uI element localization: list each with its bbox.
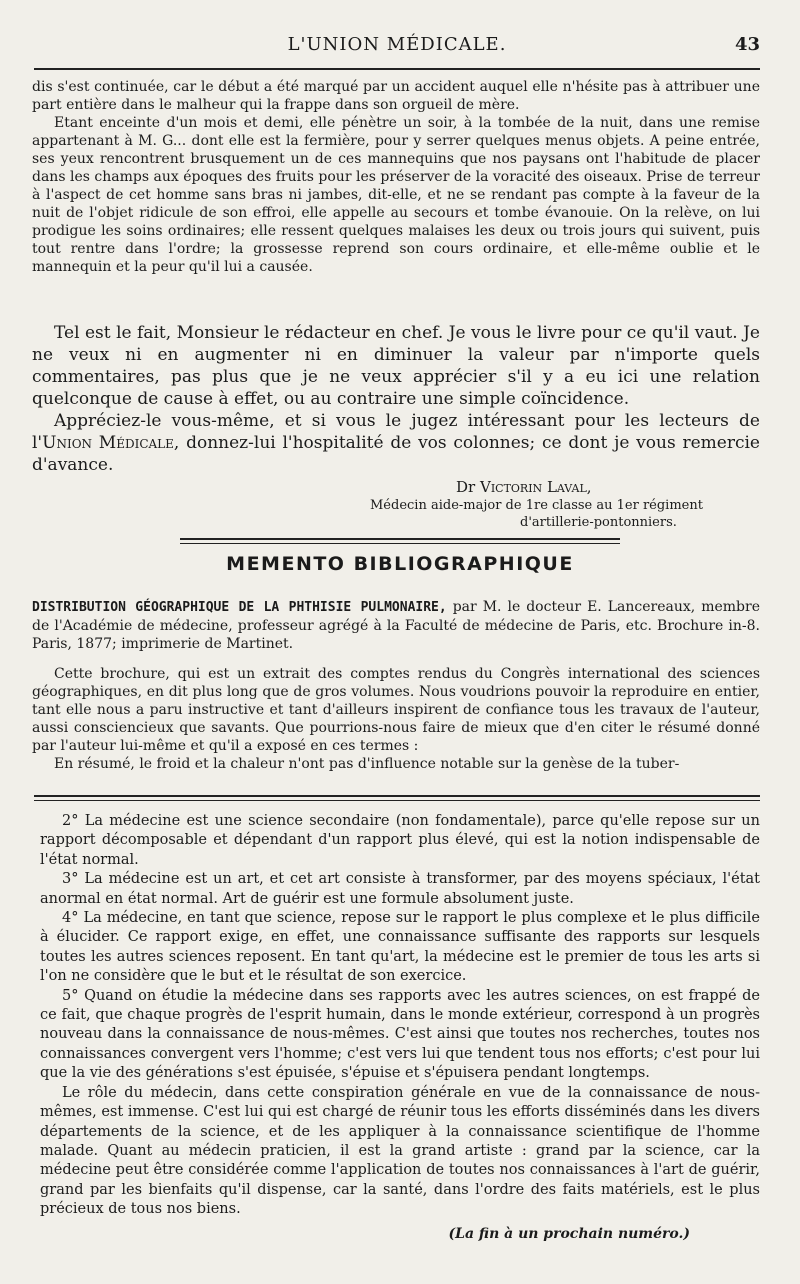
paragraph: Cette brochure, qui est un extrait des comptes rendus du Congrès international des sciences géographiques, en dit plus long que de gros volumes. Nous voudrions pouvoir la reproduire en entier, tant elle nous a paru instructive et tant d'ailleurs inspirent de confiance tous les travaux de l'auteur, aussi consciencieux que savants. Que pourrions-nous faire de mieux que d'en citer le résumé donné par l'auteur lui-même et qu'il a exposé en ces termes : [32, 666, 760, 754]
reference-title: DISTRIBUTION GÉOGRAPHIQUE DE LA PHTHISIE PULMONAIRE, [32, 600, 447, 615]
letter-closing [32, 322, 760, 476]
signature-name: Dr Victorin Laval, [456, 478, 592, 496]
page-number: 43 [734, 34, 760, 55]
paragraph: Appréciez-le vous-même, et si vous le jugez intéressant pour les lecteurs de l'Union Médicale, donnez-lui l'hospitalité de vos colonnes; ce dont je vous remercie d'avance. [32, 411, 760, 475]
section-title: MEMENTO BIBLIOGRAPHIQUE [226, 553, 574, 575]
section-rule [180, 538, 620, 540]
article-continuation [32, 78, 760, 276]
signature-role: d'artillerie-pontonniers. [520, 515, 677, 530]
reference: DISTRIBUTION GÉOGRAPHIQUE DE LA PHTHISIE PULMONAIRE, par M. le docteur E. Lancereaux, membre de l'Académie de médecine, professeur agrégé à la Faculté de médecine de Paris, etc. Brochure in-8. Paris, 1877; imprimerie de Martinet. [32, 599, 760, 652]
paragraph: Etant enceinte d'un mois et demi, elle pénètre un soir, à la tombée de la nuit, dans une remise appartenant à M. G... dont elle est la fermière, pour y serrer quelques menus objets. A peine entrée, ses yeux rencontrent brusquement un de ces mannequins que nos paysans ont l'habitude de placer dans les champs aux époques des fruits pour les préserver de la voracité des oiseaux. Prise de terreur à l'aspect de cet homme sans bras ni jambes, dit-elle, et ne se rendant pas compte à la faveur de la nuit de l'objet ridicule de son effroi, elle appelle au secours et tombe évanouie. On la relève, on lui prodigue les soins ordinaires; elle ressent quelques malaises les deux ou trois jours qui suivent, puis tout rentre dans l'ordre; la grossesse reprend son cours ordinaire, et elle-même oublie et le mannequin et la peur qu'il lui a causée. [32, 115, 760, 275]
paragraph: 3° La médecine est un art, et cet art consiste à transformer, par des moyens spéciaux, l'état anormal en état normal. Art de guérir est une formule absolument juste. [40, 871, 760, 907]
paragraph: dis s'est continuée, car le début a été marqué par un accident auquel elle n'hésite pas à attribuer une part entière dans le malheur qui la frappe dans son orgueil de mère. [32, 79, 760, 113]
journal-name: Union Médicale [42, 433, 174, 453]
page-header [34, 34, 760, 60]
paragraph: Le rôle du médecin, dans cette conspiration générale en vue de la connaissance de nous-mêmes, est immense. C'est lui qui est chargé de réunir tous les efforts disséminés dans les divers départements de la science, et de les appliquer à la connaissance scientifique de l'homme malade. Quant au médecin praticien, il est la grand artiste : grand par la science, car la médecine peut être considérée comme l'application de toutes nos connaissances à l'art de guérir, grand par les bienfaits qu'il dispense, car la santé, dans l'ordre des faits matériels, est le plus précieux de tous nos biens. [40, 1084, 760, 1218]
paragraph: 2° La médecine est une science secondaire (non fondamentale), parce qu'elle repose sur un rapport décomposable et dépendant d'un rapport plus élevé, qui est la notion indispensable de l'état normal. [40, 813, 760, 868]
bibliography-entry [32, 598, 760, 773]
paragraph: En résumé, le froid et la chaleur n'ont pas d'influence notable sur la genèse de la tuber- [54, 756, 680, 772]
paragraph: 4° La médecine, en tant que science, repose sur le rapport le plus complexe et le plus difficile à élucider. Ce rapport exige, en effet, une connaissance suffisante des rapports sur lesquels toutes les autres sciences reposent. En tant qu'art, la médecine est le premier de tous les arts si l'on ne considère que le but et le résultat de son exercice. [40, 910, 760, 985]
running-title: L'UNION MÉDICALE. [287, 34, 507, 55]
paragraph: 5° Quand on étudie la médecine dans ses rapports avec les autres sciences, on est frappé de ce fait, que chaque progrès de l'esprit humain, dans le monde extérieur, correspond à un progrès nouveau dans la connaissance de nous-mêmes. C'est ainsi que toutes nos recherches, toutes nos connaissances convergent vers l'homme; c'est vers lui que tendent tous nos efforts; c'est pour lui que la vie des générations s'est épuisée, s'épuise et s'épuisera pendant longtemps. [40, 987, 760, 1082]
section-rule [180, 543, 620, 544]
continuation-note: (La fin à un prochain numéro.) [448, 1226, 690, 1242]
signature-role: Médecin aide-major de 1re classe au 1er régiment [370, 498, 703, 513]
feuilleton [40, 812, 760, 1220]
paragraph: Tel est le fait, Monsieur le rédacteur en chef. Je vous le livre pour ce qu'il vaut. Je ne veux ni en augmenter ni en diminuer la valeur par n'importe quels commentaires, pas plus que je ne veux apprécier s'il y a eu ici une relation quelconque de cause à effet, ou au contraire une simple coïncidence. [32, 323, 760, 409]
feuilleton-rule [34, 795, 760, 797]
feuilleton-rule [34, 800, 760, 801]
header-rule [34, 68, 760, 70]
